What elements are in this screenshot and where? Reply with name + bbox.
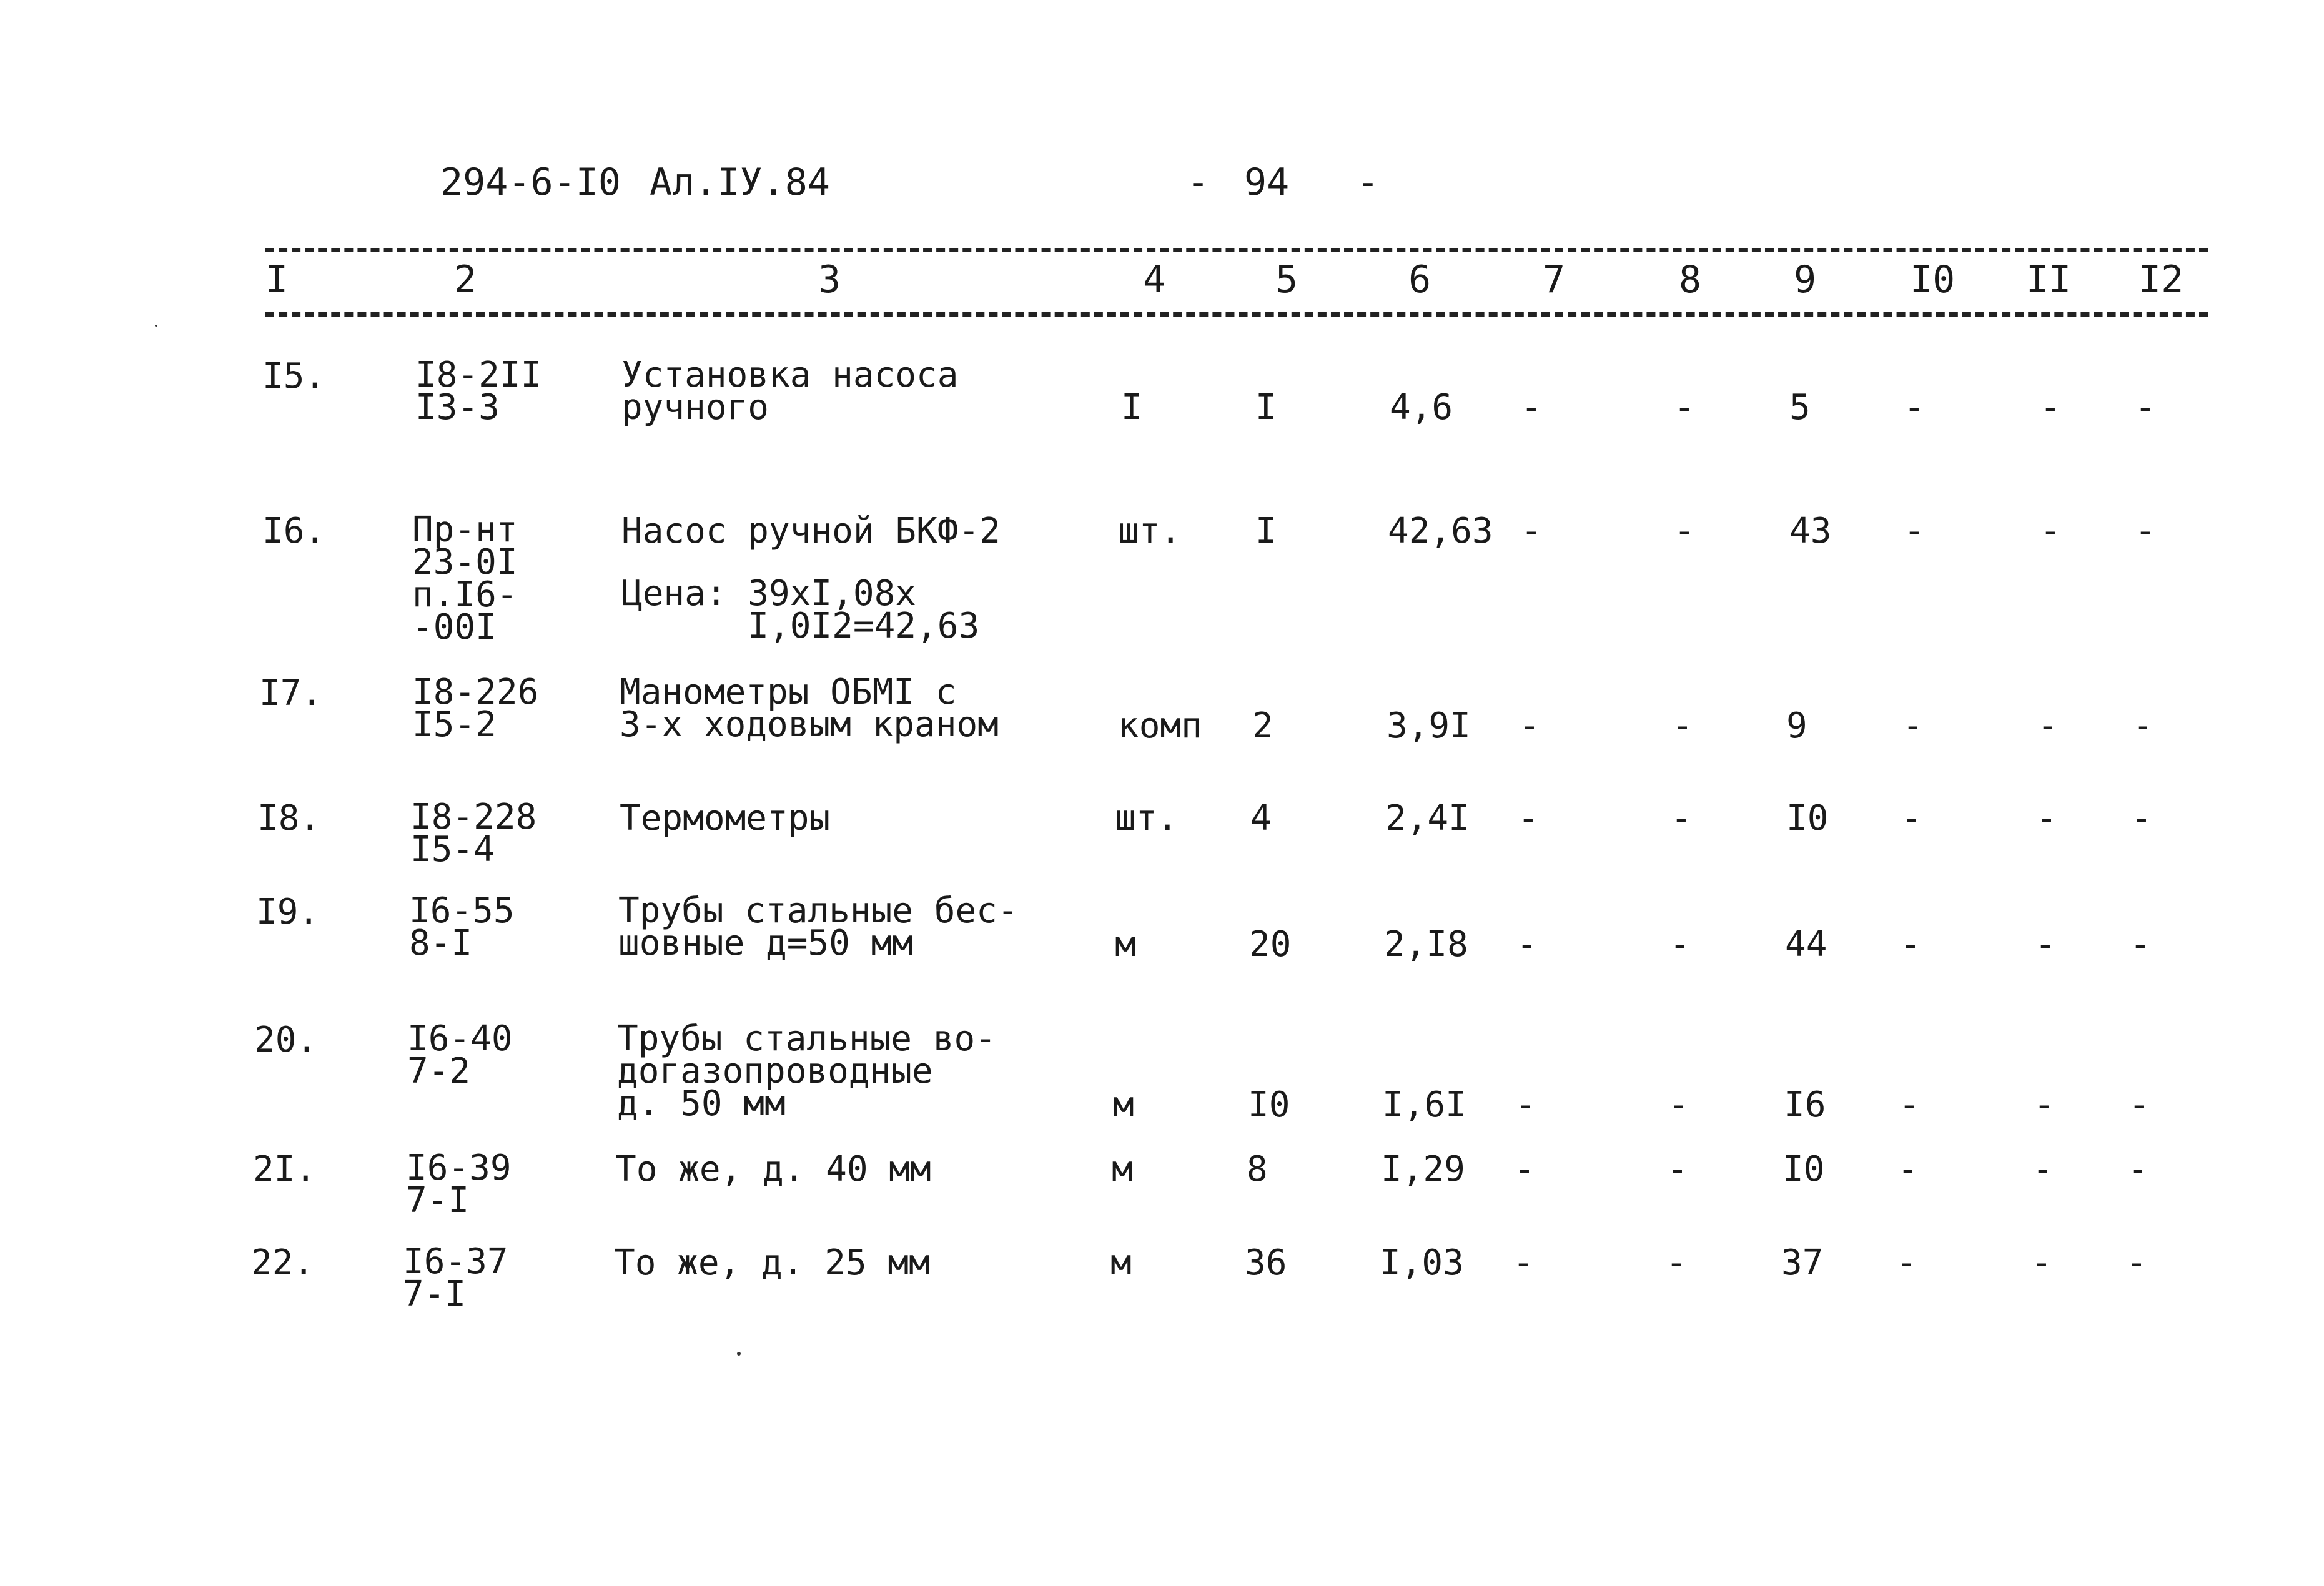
page-number-dash-left: - [1187,160,1210,204]
unit: шт. [1115,798,1179,839]
column-header: 9 [1794,258,1817,302]
cell-col10: - [1904,387,1925,428]
quantity: I0 [1248,1085,1290,1125]
price-code: I6-39 7-I [406,1148,512,1221]
total-cost: 43 [1789,511,1832,551]
row-number: I9. [256,892,320,932]
unit-price: 42,63 [1388,511,1493,551]
item-name: То же, д. 25 мм [614,1243,930,1283]
unit-price: 2,I8 [1384,924,1468,965]
quantity: 2 [1252,706,1273,746]
cell-col10: - [1901,798,1922,839]
cell-col12: - [2135,387,2156,428]
price-code: Пр-нт 23-0I п.I6- -00I [412,510,518,648]
cell-col11: - [2040,387,2061,428]
cell-col7: - [1521,511,1542,551]
row-number: 20. [254,1020,318,1060]
page-number-dash-right: - [1357,160,1380,204]
row-number: I6. [262,511,326,551]
cell-col7: - [1521,387,1542,428]
column-header: I [265,258,289,302]
cell-col10: - [1904,511,1925,551]
total-cost: 9 [1786,706,1807,746]
cell-col7: - [1515,1085,1536,1125]
page-number: 94 [1244,160,1290,204]
cell-col8: - [1674,511,1695,551]
cell-col12: - [2135,511,2156,551]
unit: I [1121,387,1142,428]
cell-col12: - [2130,924,2151,965]
cell-col12: - [2131,798,2152,839]
row-number: 2I. [253,1149,317,1190]
price-code: I6-40 7-2 [407,1018,513,1091]
unit: комп [1118,706,1202,746]
cell-col10: - [1902,706,1924,746]
column-header: 6 [1408,258,1431,302]
cell-col8: - [1666,1243,1687,1283]
cell-col7: - [1516,924,1538,965]
total-cost: 5 [1789,387,1811,428]
total-cost: I0 [1786,798,1829,839]
cell-col12: - [2129,1085,2150,1125]
item-name: Манометры ОБМI с 3-х ходовым краном [620,672,999,745]
cell-col11: - [2035,924,2056,965]
cell-col7: - [1518,798,1539,839]
column-header: 3 [818,258,841,302]
cell-col10: - [1900,924,1921,965]
cell-col8: - [1667,1149,1688,1190]
cell-col7: - [1514,1149,1535,1190]
quantity: 8 [1247,1149,1268,1190]
unit-price: I,6I [1382,1085,1466,1125]
cell-col10: - [1897,1149,1919,1190]
cell-col11: - [2031,1243,2052,1283]
quantity: I [1255,511,1277,551]
total-cost: I6 [1784,1085,1826,1125]
row-number: I5. [262,356,326,396]
total-cost: 37 [1781,1243,1824,1283]
column-header: 5 [1275,258,1298,302]
price-code: I6-37 7-I [403,1241,508,1314]
table-top-rule [265,248,2208,252]
price-code: I6-55 8-I [409,890,515,963]
unit-price: I,03 [1380,1243,1464,1283]
row-number: I8. [257,798,321,839]
unit-price: 3,9I [1387,706,1471,746]
row-number: 22. [251,1243,315,1283]
row-number: I7. [259,673,323,714]
unit-price: 4,6 [1390,387,1453,428]
unit: м [1113,1085,1134,1125]
column-header: 7 [1543,258,1566,302]
item-name: Насос ручной БКФ-2 [621,511,1001,551]
cell-col8: - [1668,1085,1689,1125]
scan-speck [737,1352,741,1356]
total-cost: 44 [1785,924,1827,965]
unit-price: 2,4I [1385,798,1470,839]
price-code: I8-228 I5-4 [410,797,537,870]
item-name: Термометры [620,798,831,839]
item-name: Трубы стальные во- догазопроводные д. 50 мм [617,1018,996,1124]
column-header: 4 [1143,258,1166,302]
total-cost: I0 [1783,1149,1825,1190]
cell-col8: - [1674,387,1695,428]
cell-col11: - [2037,706,2059,746]
album-reference: Ал.IУ.84 [650,160,830,204]
item-name: Установка насоса ручного [621,355,959,428]
cell-col12: - [2127,1149,2148,1190]
column-header: II [2026,258,2072,302]
cell-col7: - [1513,1243,1534,1283]
unit: м [1112,1149,1133,1190]
quantity: I [1255,387,1277,428]
cell-col7: - [1519,706,1540,746]
cell-col11: - [2040,511,2061,551]
cell-col11: - [2036,798,2057,839]
cell-col8: - [1672,706,1693,746]
column-header: 8 [1679,258,1702,302]
cell-col11: - [2034,1085,2055,1125]
quantity: 20 [1249,924,1292,965]
unit: м [1115,924,1136,965]
cell-col8: - [1669,924,1691,965]
column-header: I2 [2139,258,2184,302]
column-header: 2 [454,258,477,302]
cell-col12: - [2132,706,2153,746]
unit: шт. [1118,511,1182,551]
item-name: Трубы стальные бес- шовные д=50 мм [618,890,1019,963]
price-code: I8-2II I3-3 [415,355,542,428]
cell-col11: - [2032,1149,2054,1190]
quantity: 4 [1250,798,1272,839]
price-code: I8-226 I5-2 [412,672,539,745]
column-header: I0 [1910,258,1956,302]
scan-speck [155,325,157,327]
cell-col12: - [2126,1243,2147,1283]
price-note: Цена: 39xI,08x I,0I2=42,63 [621,573,980,646]
cell-col10: - [1896,1243,1917,1283]
cell-col8: - [1671,798,1692,839]
item-name: То же, д. 40 мм [615,1149,931,1190]
cell-col10: - [1899,1085,1920,1125]
unit: м [1110,1243,1132,1283]
unit-price: I,29 [1381,1149,1465,1190]
quantity: 36 [1245,1243,1287,1283]
header-bottom-rule [265,312,2208,317]
document-code: 294-6-I0 [440,160,621,204]
